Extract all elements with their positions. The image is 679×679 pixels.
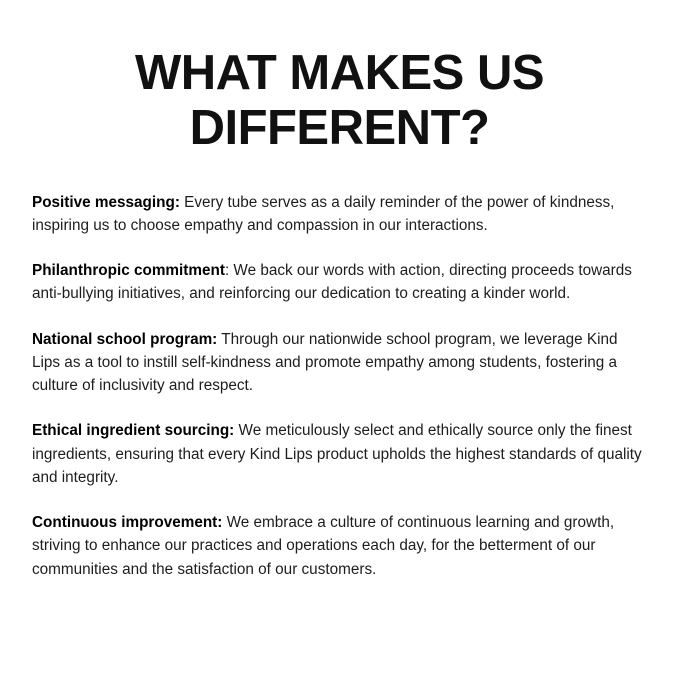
paragraph-continuous-improvement	[32, 511, 647, 581]
paragraph-philanthropic-commitment	[32, 259, 647, 306]
paragraph-body: Every tube serves as a daily reminder of the power of kindness, inspiring us to choose empathy and compassion in our interactions.	[32, 193, 615, 234]
paragraph-national-school-program	[32, 328, 647, 398]
paragraph-lead: Ethical ingredient sourcing:	[32, 422, 235, 440]
page-title-line-2: DIFFERENT?	[189, 101, 490, 156]
page-title	[32, 46, 647, 157]
paragraph-lead: Positive messaging:	[32, 193, 180, 211]
paragraph-body: We meticulously select and ethically source only the finest ingredients, ensuring that every Kind Lips product upholds the highest standards of quality and integrity.	[32, 422, 642, 486]
paragraph-body: Through our nationwide school program, we leverage Kind Lips as a tool to instill self-kindness and promote empathy among students, fostering a culture of inclusivity and respect.	[32, 330, 618, 395]
page-title-line-1: WHAT MAKES US	[134, 46, 545, 100]
paragraph-lead: Philanthropic commitment	[32, 262, 225, 280]
paragraph-lead: Continuous improvement:	[32, 514, 223, 532]
paragraph-lead: National school program:	[32, 330, 218, 348]
paragraph-ethical-ingredient-sourcing	[32, 419, 647, 489]
paragraph-body: We embrace a culture of continuous learning and growth, striving to enhance our practices and operations each day, for the betterment of our communities and the satisfaction of our customers.	[32, 514, 615, 578]
paragraph-positive-messaging	[32, 191, 647, 238]
paragraph-body: : We back our words with action, directing proceeds towards anti-bullying initiatives, and reinforcing our dedication to creating a kinder world.	[32, 262, 632, 303]
